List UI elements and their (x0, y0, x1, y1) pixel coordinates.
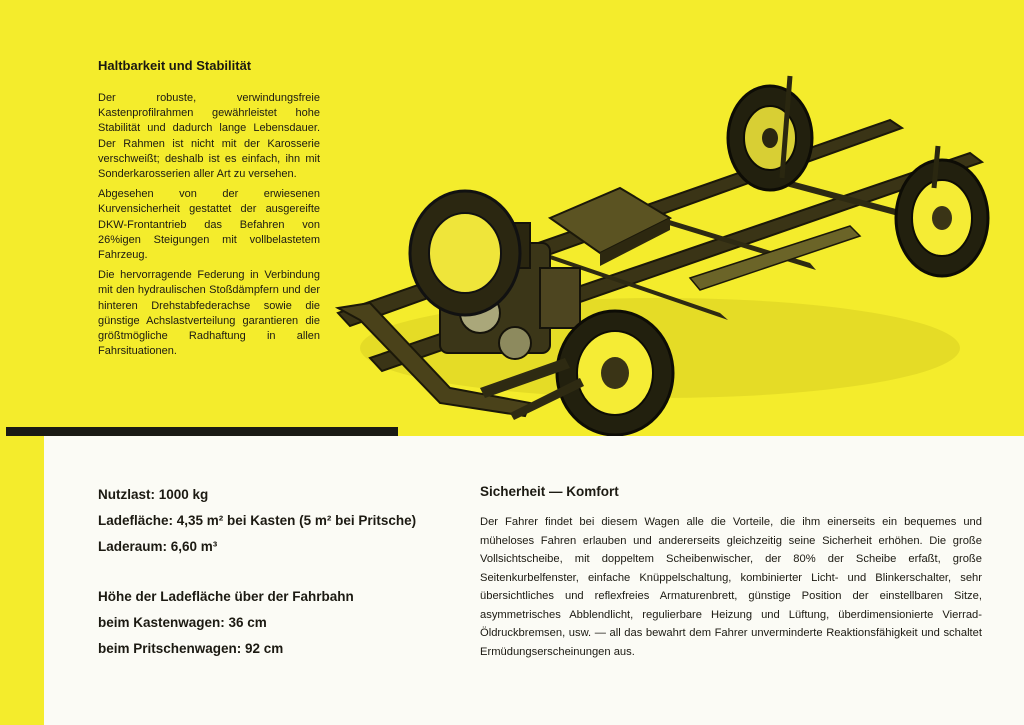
load-area-spec: Ladefläche: 4,35 m² bei Kasten (5 m² bei Pritsche) (98, 513, 417, 528)
chassis-illustration (330, 58, 1024, 436)
yellow-strip (0, 436, 44, 725)
durability-paragraph-1: Der robuste, verwindungsfreie Kastenprofilrahmen gewährleistet hohe Stabilität und dadurch lange Lebensdauer. Der Rahmen ist nicht mit der Karosserie verschweißt; deshalb ist es einfach, ihn mit Sonderkarosserien aller Art zu versehen. (98, 92, 320, 181)
durability-paragraph-2: Abgesehen von der erwiesenen Kurvensicherheit gestattet der ausgereifte DKW-Frontantrieb das Befahren von 26%igen Steigungen mit vollbelastetem Fahrzeug. (98, 188, 320, 262)
safety-body: Der Fahrer findet bei diesem Wagen alle die Vorteile, die ihm einerseits ein bequemes und müheloses Fahren erlauben und andererseits gleichzeitig seine Sicherheit erhöhen. Die große Vollsichtscheibe, mit doppeltem Scheibenwischer, der 80% der Scheibe erfaßt, große Seitenkurbelfenster, einfache Knüppelschaltung, kombinierter Licht- und Blinkerschalter, sehr übersichtliches und reflexfreies Armaturenbrett, günstige Position der einstellbaren Sitze, asymmetrisches Abblendlicht, regulierbare Heizung und Lüftung, überdimensionierte Vierrad-Öldruckbremsen, usw. — all das bewahrt dem Fahrer unverminderte Reaktionsfähigkeit und schaltet Ermüdungserscheinungen aus. (480, 516, 982, 658)
safety-comfort-section (480, 484, 982, 661)
load-height-title: Höhe der Ladefläche über der Fahrbahn (98, 589, 354, 604)
safety-heading: Sicherheit — Komfort (480, 484, 619, 499)
payload-spec: Nutzlast: 1000 kg (98, 487, 209, 502)
durability-paragraph-3: Die hervorragende Federung in Verbindung mit den hydraulischen Stoßdämpfern und der hinteren Drehstabfederachse sowie die günstige Achslastverteilung garantieren die größtmögliche Radhaftung in allen Fahrsituationen. (98, 269, 320, 358)
van-height-spec: beim Kastenwagen: 36 cm (98, 615, 267, 630)
load-volume-spec: Laderaum: 6,60 m³ (98, 539, 218, 554)
durability-heading: Haltbarkeit und Stabilität (98, 58, 252, 73)
pickup-height-spec: beim Pritschenwagen: 92 cm (98, 641, 284, 656)
durability-section (98, 58, 320, 364)
specifications-section (98, 482, 458, 662)
